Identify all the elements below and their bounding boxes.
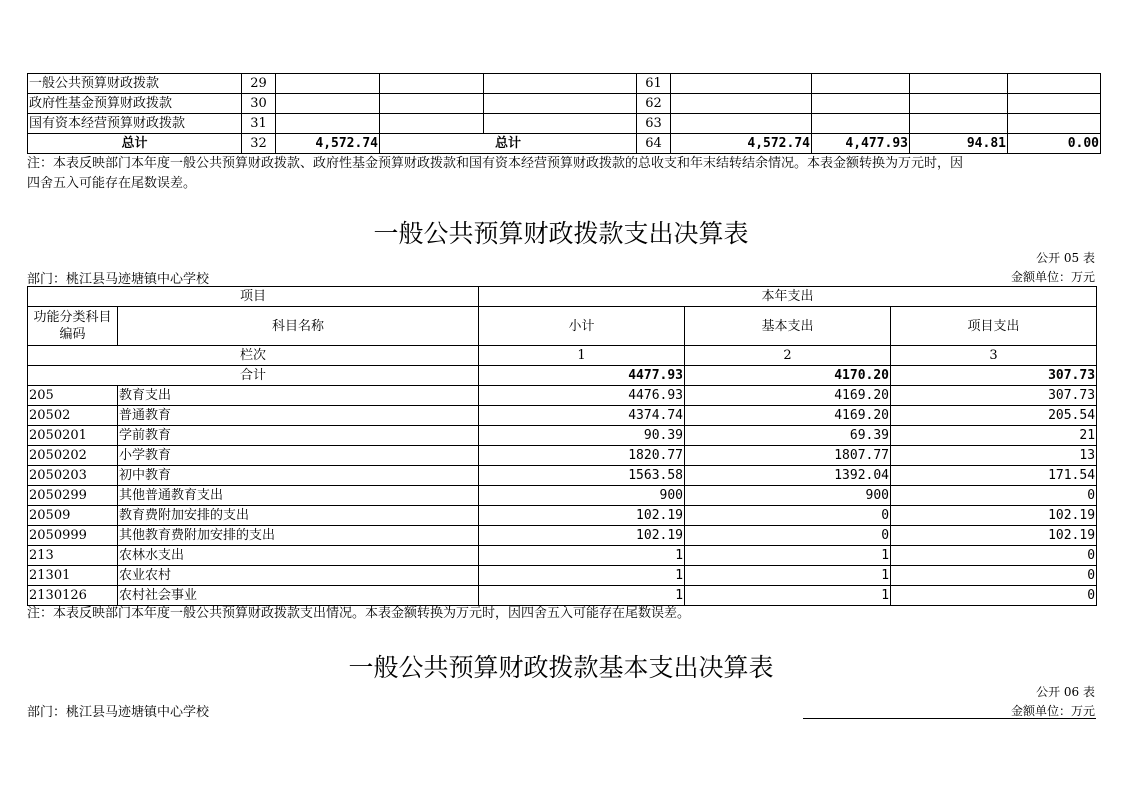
- table3-title: 一般公共预算财政拨款基本支出决算表: [348, 653, 774, 682]
- expense-basic: [812, 74, 910, 94]
- header-func-code: [28, 307, 118, 346]
- income-item-name: 国有资本经营预算财政拨款: [28, 114, 242, 134]
- income-line-number: 30: [242, 94, 276, 114]
- income-amount: [276, 94, 380, 114]
- income-extra: [380, 114, 484, 134]
- expense-balance: [1008, 74, 1101, 94]
- table-row: [28, 446, 1097, 466]
- income-total-line-number: 32: [242, 134, 276, 154]
- basic-value: 1392.04: [685, 466, 891, 486]
- table3-department: 部门：桃江县马迹塘镇中心学校: [27, 705, 210, 720]
- basic-value: 1: [685, 546, 891, 566]
- item-value: 171.54: [891, 466, 1097, 486]
- basic-value: 4169.20: [685, 386, 891, 406]
- expense-amount: [671, 94, 812, 114]
- basic-value: 4169.20: [685, 406, 891, 426]
- item-value: 0: [891, 566, 1097, 586]
- expense-total-project: 94.81: [910, 134, 1008, 154]
- subtotal-value: 1: [479, 586, 685, 606]
- expense-total-basic: 4,477.93: [812, 134, 910, 154]
- total-row: [28, 366, 1097, 386]
- expense-balance: [1008, 94, 1101, 114]
- func-code: 2050202: [28, 446, 118, 466]
- expense-item-name: [484, 94, 637, 114]
- expense-basic: [812, 94, 910, 114]
- table-row: [28, 546, 1097, 566]
- income-total-amount: 4,572.74: [276, 134, 380, 154]
- header-item: 项目支出: [891, 307, 1097, 346]
- func-code: 2050201: [28, 426, 118, 446]
- expense-total-line-number: 64: [637, 134, 671, 154]
- item-value: 0: [891, 586, 1097, 606]
- total-item: 307.73: [891, 366, 1097, 386]
- income-extra: [380, 74, 484, 94]
- table1-note-line1: 注：本表反映部门本年度一般公共预算财政拨款、政府性基金预算财政拨款和国有资本经营预算财政拨款的总收支和年末结转结余情况。本表金额转换为万元时，因: [27, 156, 964, 171]
- header-col-label: 栏次: [28, 346, 479, 366]
- func-code: 2050999: [28, 526, 118, 546]
- basic-value: 0: [685, 526, 891, 546]
- table-row: [28, 486, 1097, 506]
- table1-note-line2: 四舍五入可能存在尾数误差。: [27, 176, 197, 191]
- table2-note: 注：本表反映部门本年度一般公共预算财政拨款支出情况。本表金额转换为万元时，因四舍五入可能存在尾数误差。: [27, 606, 691, 621]
- func-code: 213: [28, 546, 118, 566]
- expense-project: [910, 114, 1008, 134]
- expense-line-number: 61: [637, 74, 671, 94]
- basic-value: 0: [685, 506, 891, 526]
- subtotal-value: 102.19: [479, 506, 685, 526]
- subject-name: 其他教育费附加安排的支出: [118, 526, 479, 546]
- func-code: 20502: [28, 406, 118, 426]
- expense-amount: [671, 74, 812, 94]
- subtotal-value: 1820.77: [479, 446, 685, 466]
- expenditure-table: [27, 286, 1097, 606]
- expense-basic: [812, 114, 910, 134]
- table-row: [28, 526, 1097, 546]
- table2-unit: 金额单位：万元: [1010, 270, 1095, 284]
- subject-name: 初中教育: [118, 466, 479, 486]
- header-col2: 2: [685, 346, 891, 366]
- header-current-year: 本年支出: [479, 287, 1097, 307]
- header-row-1: [28, 287, 1097, 307]
- income-line-number: 31: [242, 114, 276, 134]
- table-row: [28, 566, 1097, 586]
- income-item-name: 政府性基金预算财政拨款: [28, 94, 242, 114]
- table3-top-border: [803, 718, 1096, 719]
- expense-total-balance: 0.00: [1008, 134, 1101, 154]
- table-row: [28, 586, 1097, 606]
- header-func-code-text: 功能分类科目编码: [33, 310, 112, 342]
- item-value: 102.19: [891, 506, 1097, 526]
- func-code: 2050299: [28, 486, 118, 506]
- subject-name: 学前教育: [118, 426, 479, 446]
- func-code: 205: [28, 386, 118, 406]
- table2-department: 部门：桃江县马迹塘镇中心学校: [27, 272, 210, 287]
- table2-body: [28, 287, 1097, 606]
- table1-row: [28, 94, 1101, 114]
- income-extra: [380, 94, 484, 114]
- header-row-2: [28, 307, 1097, 346]
- func-code: 20509: [28, 506, 118, 526]
- basic-value: 900: [685, 486, 891, 506]
- subtotal-value: 4476.93: [479, 386, 685, 406]
- table1-total-row: [28, 134, 1101, 154]
- table2-code: 公开 05 表: [1036, 251, 1095, 265]
- header-basic: 基本支出: [685, 307, 891, 346]
- expense-project: [910, 94, 1008, 114]
- income-item-name: 一般公共预算财政拨款: [28, 74, 242, 94]
- subtotal-value: 4374.74: [479, 406, 685, 426]
- table2-title: 一般公共预算财政拨款支出决算表: [373, 219, 749, 248]
- expense-balance: [1008, 114, 1101, 134]
- table3-unit: 金额单位：万元: [1010, 704, 1095, 718]
- item-value: 102.19: [891, 526, 1097, 546]
- total-subtotal: 4477.93: [479, 366, 685, 386]
- func-code: 2130126: [28, 586, 118, 606]
- total-basic: 4170.20: [685, 366, 891, 386]
- table3-code: 公开 06 表: [1036, 685, 1095, 699]
- expense-amount: [671, 114, 812, 134]
- table1-row: [28, 114, 1101, 134]
- subject-name: 教育支出: [118, 386, 479, 406]
- item-value: 205.54: [891, 406, 1097, 426]
- income-line-number: 29: [242, 74, 276, 94]
- header-row-3: [28, 346, 1097, 366]
- item-value: 21: [891, 426, 1097, 446]
- table-row: [28, 426, 1097, 446]
- income-amount: [276, 114, 380, 134]
- subtotal-value: 1: [479, 546, 685, 566]
- subtotal-value: 1: [479, 566, 685, 586]
- table-row: [28, 386, 1097, 406]
- header-col1: 1: [479, 346, 685, 366]
- item-value: 307.73: [891, 386, 1097, 406]
- expense-total-label: 总计: [380, 134, 637, 154]
- subtotal-value: 1563.58: [479, 466, 685, 486]
- basic-value: 69.39: [685, 426, 891, 446]
- subject-name: 小学教育: [118, 446, 479, 466]
- basic-value: 1: [685, 566, 891, 586]
- subtotal-value: 900: [479, 486, 685, 506]
- header-subtotal: 小计: [479, 307, 685, 346]
- header-project: 项目: [28, 287, 479, 307]
- func-code: 2050203: [28, 466, 118, 486]
- subject-name: 教育费附加安排的支出: [118, 506, 479, 526]
- expense-total-amount: 4,572.74: [671, 134, 812, 154]
- subtotal-value: 102.19: [479, 526, 685, 546]
- subject-name: 其他普通教育支出: [118, 486, 479, 506]
- func-code: 21301: [28, 566, 118, 586]
- table-row: [28, 406, 1097, 426]
- subtotal-value: 90.39: [479, 426, 685, 446]
- table-row: [28, 506, 1097, 526]
- subject-name: 普通教育: [118, 406, 479, 426]
- header-subject-name: 科目名称: [118, 307, 479, 346]
- header-col3: 3: [891, 346, 1097, 366]
- item-value: 0: [891, 546, 1097, 566]
- expense-item-name: [484, 74, 637, 94]
- item-value: 13: [891, 446, 1097, 466]
- table-row: [28, 466, 1097, 486]
- income-amount: [276, 74, 380, 94]
- table1-body: [28, 74, 1101, 154]
- table1-row: [28, 74, 1101, 94]
- table1-note: [27, 154, 1096, 194]
- expense-line-number: 63: [637, 114, 671, 134]
- income-total-label: 总计: [28, 134, 242, 154]
- expense-project: [910, 74, 1008, 94]
- subject-name: 农村社会事业: [118, 586, 479, 606]
- total-label: 合计: [28, 366, 479, 386]
- basic-value: 1807.77: [685, 446, 891, 466]
- subject-name: 农业农村: [118, 566, 479, 586]
- expense-line-number: 62: [637, 94, 671, 114]
- basic-value: 1: [685, 586, 891, 606]
- expense-item-name: [484, 114, 637, 134]
- income-expense-summary-table: [27, 73, 1101, 154]
- subject-name: 农林水支出: [118, 546, 479, 566]
- item-value: 0: [891, 486, 1097, 506]
